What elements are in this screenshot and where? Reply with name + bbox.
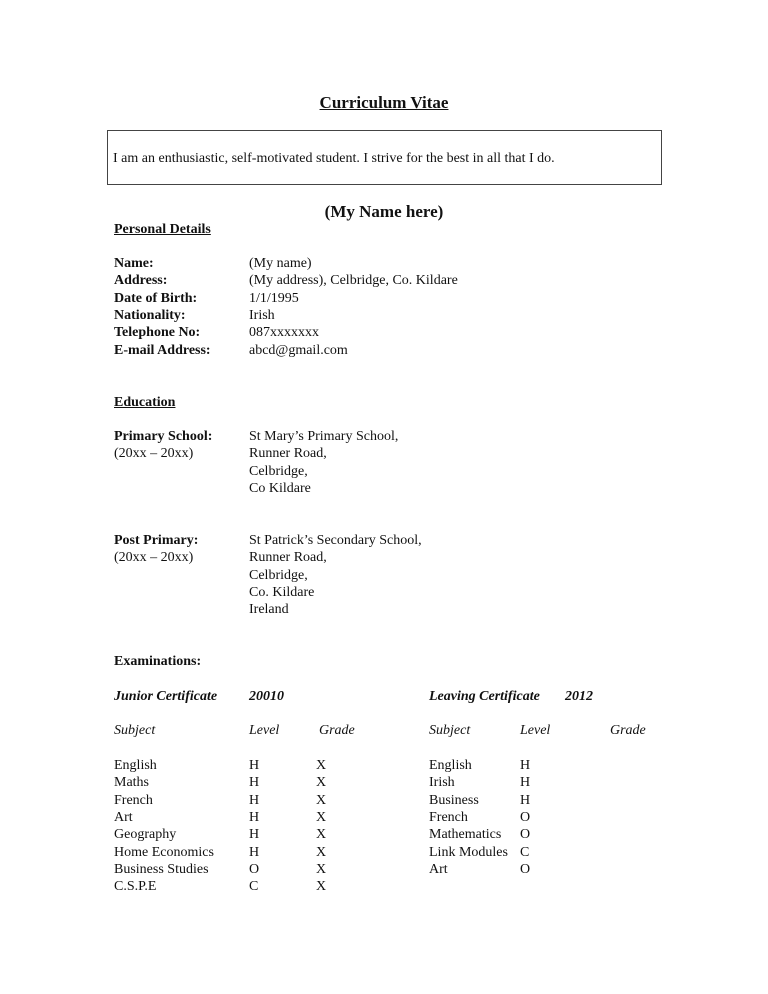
post-primary-years: (20xx – 20xx) — [114, 550, 194, 565]
post-primary-line: St Patrick’s Secondary School, — [249, 533, 422, 548]
leaving-level: H — [520, 775, 531, 790]
junior-subject: Geography — [114, 827, 177, 842]
junior-subject: Maths — [114, 775, 149, 790]
personal-label-email: E-mail Address: — [114, 343, 211, 358]
junior-grade: X — [316, 793, 327, 808]
junior-grade: X — [316, 810, 327, 825]
leaving-subject: Mathematics — [429, 827, 502, 842]
post-primary-line: Runner Road, — [249, 550, 327, 565]
junior-level: H — [249, 845, 260, 860]
leaving-level: H — [520, 758, 531, 773]
junior-header-grade: Grade — [319, 723, 355, 738]
personal-value-address: (My address), Celbridge, Co. Kildare — [249, 273, 458, 288]
personal-value-nationality: Irish — [249, 308, 275, 323]
post-primary-line: Co. Kildare — [249, 585, 315, 600]
summary-box — [107, 130, 662, 185]
leaving-level: O — [520, 827, 531, 842]
junior-level: H — [249, 827, 260, 842]
leaving-subject: French — [429, 810, 468, 825]
junior-subject: French — [114, 793, 153, 808]
leaving-header-level: Level — [520, 723, 551, 738]
junior-header-subject: Subject — [114, 723, 156, 738]
leaving-level: O — [520, 810, 531, 825]
junior-grade: X — [316, 827, 327, 842]
junior-grade: X — [316, 845, 327, 860]
leaving-cert-year: 2012 — [565, 689, 593, 704]
personal-value-telephone: 087xxxxxxx — [249, 325, 319, 340]
leaving-header-subject: Subject — [429, 723, 471, 738]
junior-cert-year: 20010 — [249, 689, 284, 704]
personal-value-dob: 1/1/1995 — [249, 291, 299, 306]
primary-school-line: St Mary’s Primary School, — [249, 429, 399, 444]
junior-subject: Home Economics — [114, 845, 214, 860]
personal-label-address: Address: — [114, 273, 168, 288]
junior-cert-title: Junior Certificate — [114, 689, 218, 704]
personal-value-email: abcd@gmail.com — [249, 343, 348, 358]
leaving-header-grade: Grade — [610, 723, 646, 738]
junior-level: H — [249, 775, 260, 790]
junior-grade: X — [316, 879, 327, 894]
post-primary-line: Ireland — [249, 602, 289, 617]
leaving-subject: Link Modules — [429, 845, 508, 860]
junior-level: H — [249, 793, 260, 808]
personal-label-dob: Date of Birth: — [114, 291, 198, 306]
junior-grade: X — [316, 758, 327, 773]
personal-label-nationality: Nationality: — [114, 308, 186, 323]
junior-header-level: Level — [249, 723, 280, 738]
junior-subject: Art — [114, 810, 133, 825]
leaving-level: H — [520, 793, 531, 808]
primary-school-label: Primary School: — [114, 429, 213, 444]
personal-details-heading: Personal Details — [114, 222, 211, 237]
leaving-level: O — [520, 862, 531, 877]
junior-grade: X — [316, 862, 327, 877]
primary-school-years: (20xx – 20xx) — [114, 446, 194, 461]
junior-subject: English — [114, 758, 157, 773]
leaving-subject: English — [429, 758, 472, 773]
junior-grade: X — [316, 775, 327, 790]
junior-level: C — [249, 879, 259, 894]
junior-level: O — [249, 862, 260, 877]
personal-label-telephone: Telephone No: — [114, 325, 201, 340]
leaving-level: C — [520, 845, 530, 860]
leaving-subject: Art — [429, 862, 448, 877]
primary-school-line: Runner Road, — [249, 446, 327, 461]
junior-subject: C.S.P.E — [114, 879, 157, 894]
examinations-heading: Examinations: — [114, 654, 202, 669]
education-heading: Education — [114, 395, 176, 410]
primary-school-line: Co Kildare — [249, 481, 311, 496]
post-primary-line: Celbridge, — [249, 568, 308, 583]
personal-label-name: Name: — [114, 256, 154, 271]
leaving-cert-title: Leaving Certificate — [429, 689, 540, 704]
junior-subject: Business Studies — [114, 862, 209, 877]
junior-level: H — [249, 810, 260, 825]
page-title: Curriculum Vitae — [319, 93, 449, 112]
name-heading: (My Name here) — [324, 202, 444, 221]
primary-school-line: Celbridge, — [249, 464, 308, 479]
leaving-subject: Business — [429, 793, 479, 808]
summary-text: I am an enthusiastic, self-motivated student. I strive for the best in all that I do. — [113, 151, 555, 166]
personal-value-name: (My name) — [249, 256, 312, 271]
post-primary-label: Post Primary: — [114, 533, 199, 548]
junior-level: H — [249, 758, 260, 773]
leaving-subject: Irish — [429, 775, 455, 790]
